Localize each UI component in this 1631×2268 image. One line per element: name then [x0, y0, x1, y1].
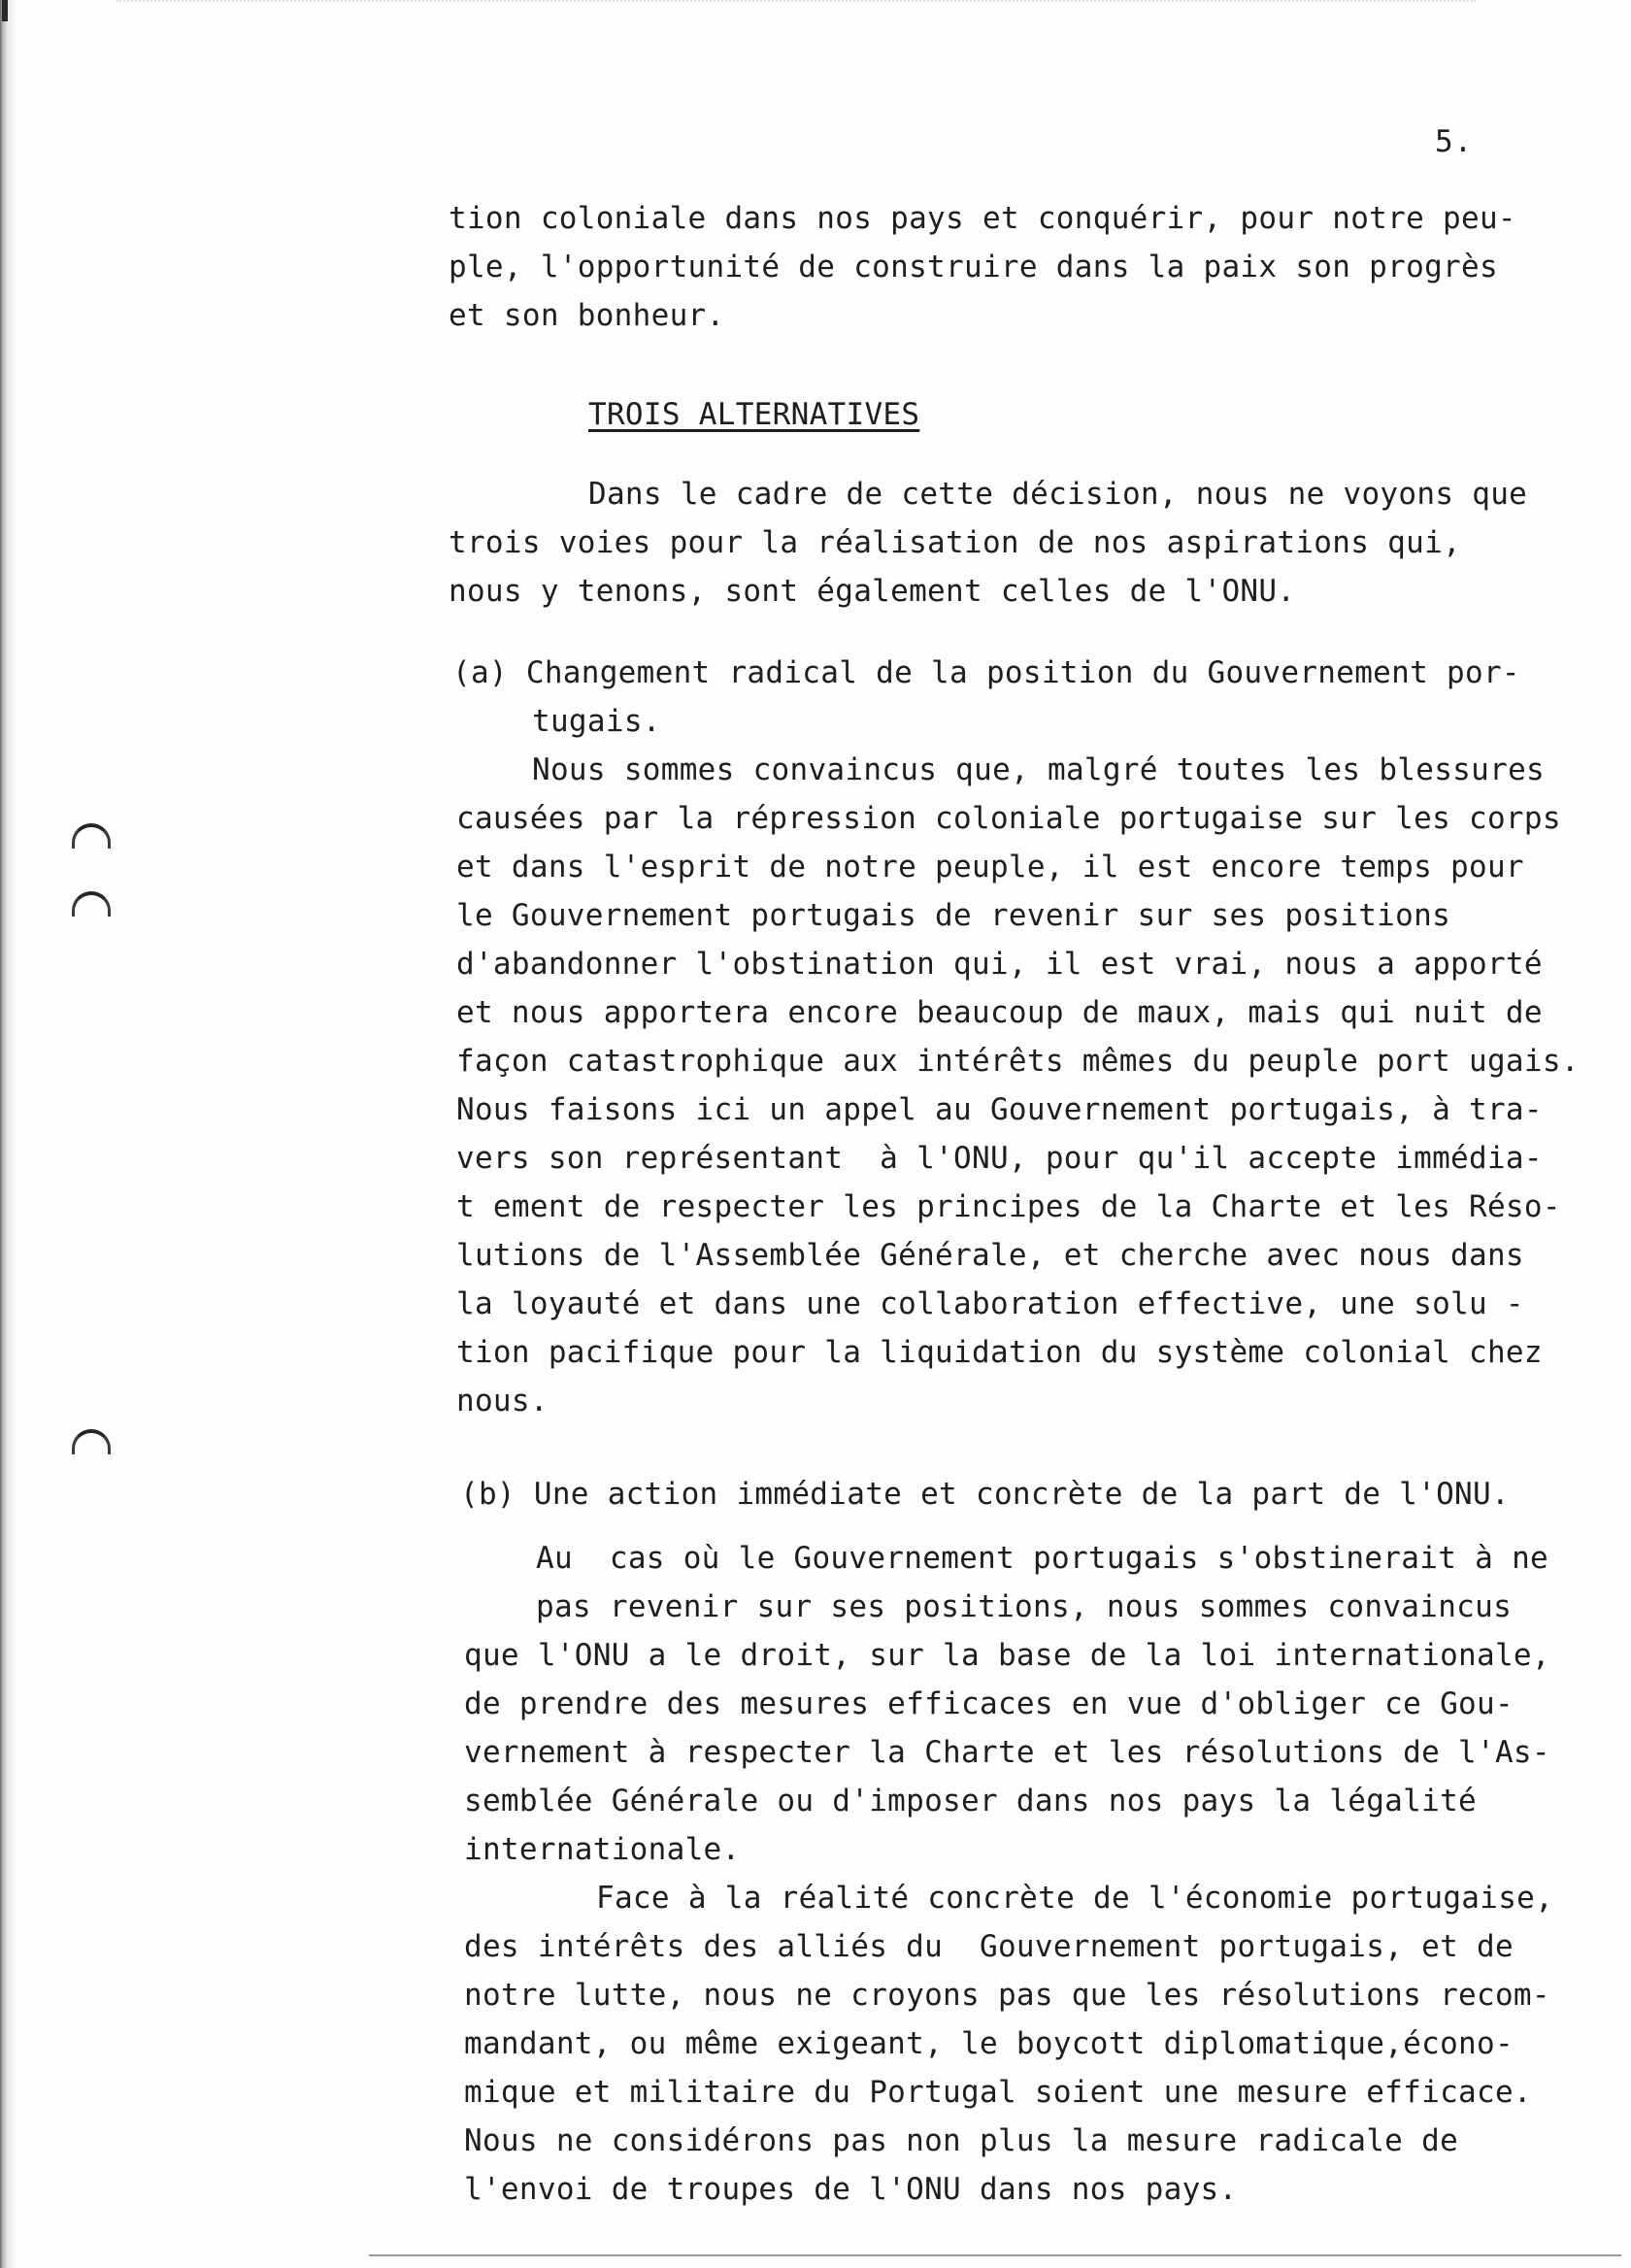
- item-b-title: (b) Une action immédiate et concrète de la part de l'ONU.: [460, 1477, 1510, 1512]
- item-a-body-line: lutions de l'Assemblée Générale, et cherche avec nous dans: [456, 1238, 1524, 1273]
- item-a-body-line: la loyauté et dans une collaboration effective, une solu -: [456, 1286, 1524, 1321]
- item-a-title: tugais.: [532, 704, 661, 739]
- section-intro-line: Dans le cadre de cette décision, nous ne voyons que: [588, 477, 1528, 512]
- item-b-body-line: semblée Générale ou d'imposer dans nos pays la légalité: [464, 1784, 1477, 1818]
- scan-edge-mark: [2, 0, 8, 21]
- item-b-followup-line: des intérêts des alliés du Gouvernement portugais, et de: [464, 1929, 1514, 1964]
- item-b-body-line: vernement à respecter la Charte et les résolutions de l'As-: [464, 1735, 1550, 1770]
- item-b-followup-line: notre lutte, nous ne croyons pas que les résolutions recom-: [464, 1978, 1550, 2013]
- section-intro-line: trois voies pour la réalisation de nos aspirations qui,: [449, 525, 1461, 560]
- item-a-body-line: le Gouvernement portugais de revenir sur ses positions: [456, 898, 1451, 933]
- item-b-followup-line: Face à la réalité concrète de l'économie portugaise,: [596, 1881, 1554, 1916]
- item-b-body-line: pas revenir sur ses positions, nous sommes convaincus: [536, 1589, 1513, 1624]
- item-a-body-line: façon catastrophique aux intérêts mêmes du peuple port ugais.: [456, 1044, 1580, 1079]
- item-a-body-line: Nous faisons ici un appel au Gouvernement portugais, à tra-: [456, 1092, 1543, 1127]
- item-a-body-line: d'abandonner l'obstination qui, il est vrai, nous a apporté: [456, 947, 1543, 982]
- punch-hole-middle: [72, 891, 111, 917]
- scan-left-edge: [0, 0, 17, 2268]
- scan-bottom-rule: [369, 2254, 1621, 2256]
- item-b-followup-line: mandant, ou même exigeant, le boycott diplomatique,écono-: [464, 2026, 1514, 2061]
- intro-line: tion coloniale dans nos pays et conquérir, pour notre peu-: [449, 201, 1516, 236]
- item-a-body-line: causées par la répression coloniale portugaise sur les corps: [456, 801, 1561, 836]
- item-b-followup-line: l'envoi de troupes de l'ONU dans nos pays.: [464, 2172, 1238, 2207]
- item-a-body-line: tion pacifique pour la liquidation du système colonial chez: [456, 1335, 1543, 1370]
- item-b-followup-line: mique et militaire du Portugal soient une mesure efficace.: [464, 2075, 1532, 2110]
- page-number: 5.: [1435, 124, 1474, 159]
- punch-hole-top: [72, 823, 111, 849]
- item-a-body-line: t ement de respecter les principes de la Charte et les Réso-: [456, 1189, 1561, 1224]
- intro-line: ple, l'opportunité de construire dans la paix son progrès: [449, 250, 1498, 284]
- item-a-body-line: Nous sommes convaincus que, malgré toutes les blessures: [532, 752, 1545, 787]
- item-b-followup-line: Nous ne considérons pas non plus la mesure radicale de: [464, 2123, 1459, 2158]
- item-a-body-line: nous.: [456, 1384, 549, 1418]
- item-a-body-line: vers son représentant à l'ONU, pour qu'il accepte immédia-: [456, 1141, 1543, 1176]
- item-b-body-line: que l'ONU a le droit, sur la base de la loi internationale,: [464, 1638, 1550, 1673]
- item-a-title: (a) Changement radical de la position du Gouvernement por-: [452, 655, 1520, 690]
- section-heading: TROIS ALTERNATIVES: [588, 397, 920, 432]
- item-b-body-line: internationale.: [464, 1832, 741, 1867]
- section-intro-line: nous y tenons, sont également celles de l'ONU.: [449, 574, 1296, 609]
- item-a-body-line: et nous apportera encore beaucoup de maux, mais qui nuit de: [456, 995, 1543, 1030]
- intro-line: et son bonheur.: [449, 298, 725, 333]
- scan-top-noise: [116, 0, 1476, 16]
- item-b-body-line: Au cas où le Gouvernement portugais s'obstinerait à ne: [536, 1541, 1548, 1576]
- item-b-body-line: de prendre des mesures efficaces en vue d'obliger ce Gou-: [464, 1686, 1514, 1721]
- item-a-body-line: et dans l'esprit de notre peuple, il est encore temps pour: [456, 850, 1524, 884]
- punch-hole-bottom: [72, 1429, 111, 1454]
